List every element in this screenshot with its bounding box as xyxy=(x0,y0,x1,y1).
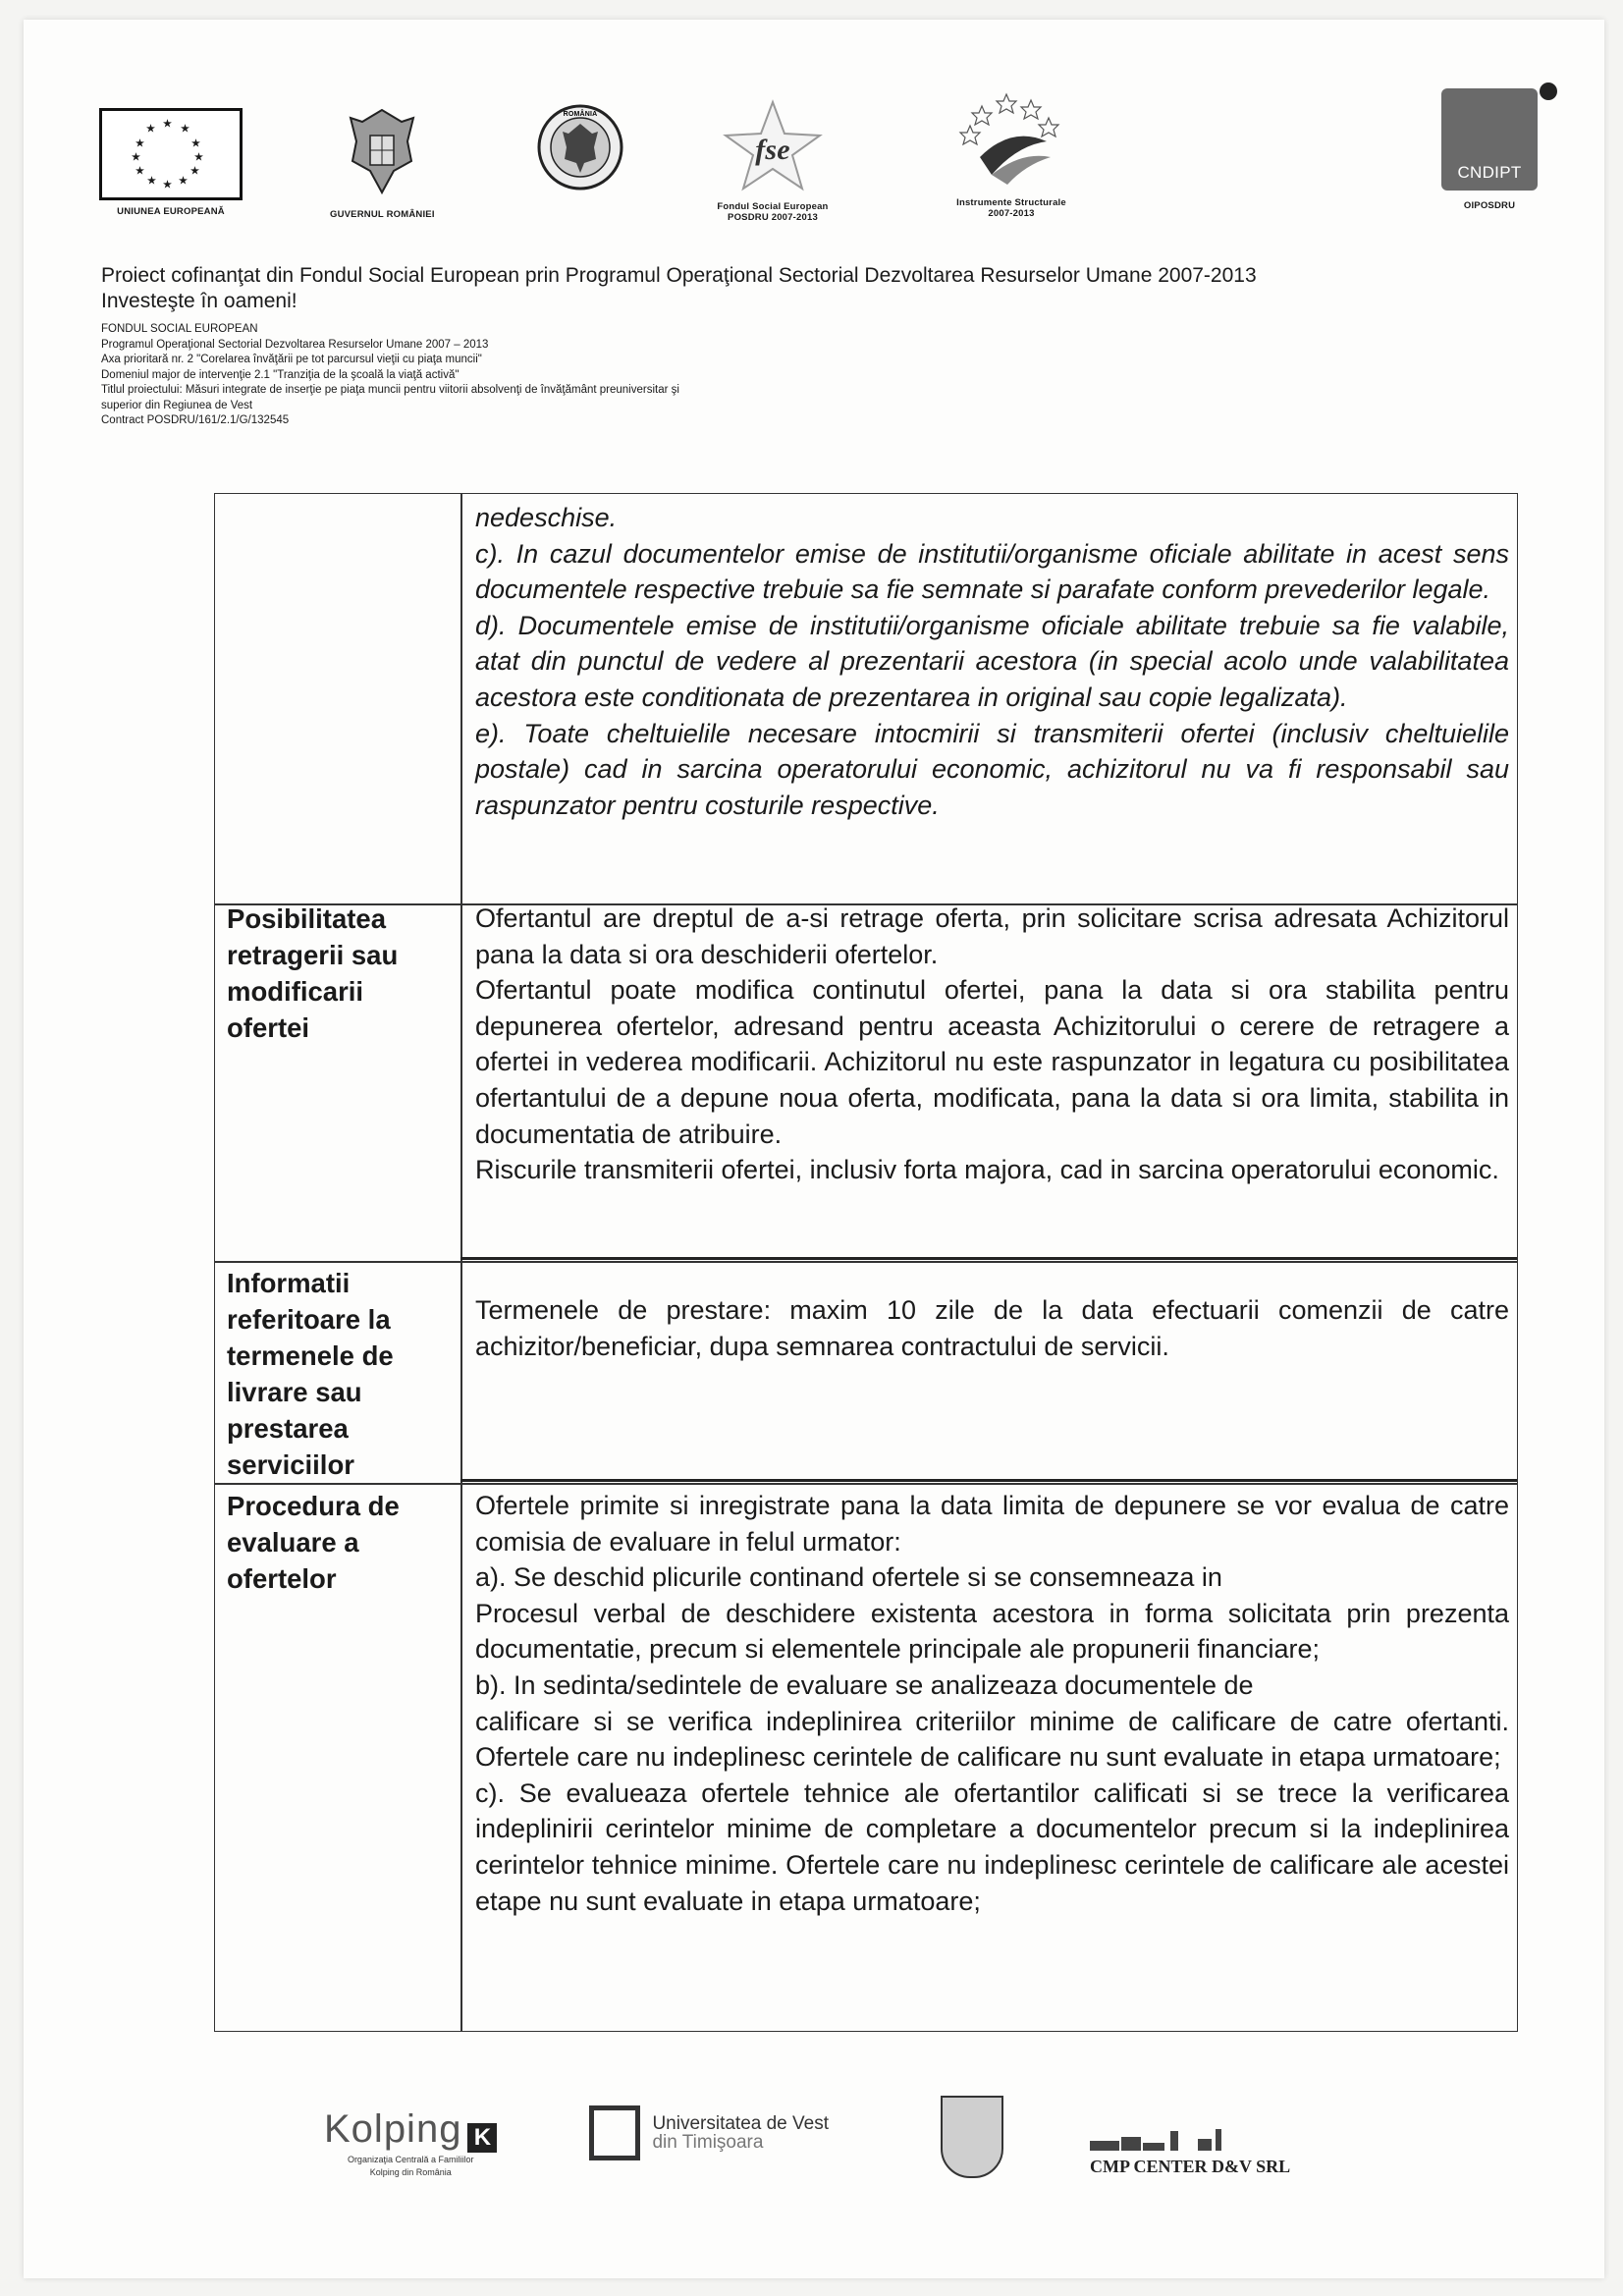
row2-paragraph: Ofertantul poate modifica continutul ofertei, pana la data si ora stabilita pentru depunerea ofertelor, adresand pentru aceasta Achizitorului o cerere de retragere a ofertei in vederea modificarii. Achizitorul nu este raspunzator in legatura cu posibilitatea ofertantului de a depune noua oferta, modificata, pana la data si ora limita, stabilita in documentatia de atribuire. xyxy=(475,975,1509,1149)
project-fund: FONDUL SOCIAL EUROPEAN xyxy=(101,323,258,335)
kolping-name: Kolping xyxy=(324,2107,462,2151)
row2-paragraph: Riscurile transmiterii ofertei, inclusiv forta majora, cad in sarcina operatorului economic. xyxy=(475,1155,1499,1185)
row4-paragraph: calificare si se verifica indeplinirea criteriilor minime de calificare de catre ofertanti. Ofertele care nu indeplinesc cerintele de calificare nu sunt evaluate in etapa urmatoare; xyxy=(475,1706,1509,1773)
eu-flag-icon: ★ ★ ★ ★ ★ ★ ★ ★ ★ ★ ★ ★ xyxy=(99,108,243,200)
cndipt-logo: CNDIPT OIPOSDRU xyxy=(1441,88,1538,211)
row-divider xyxy=(215,1261,1517,1263)
fse-logo: fse Fondul Social European POSDRU 2007-2013 xyxy=(712,98,834,223)
project-slogan: Investeşte în oameni! xyxy=(101,290,298,312)
romania-seal-icon xyxy=(535,102,625,192)
row-divider xyxy=(460,1257,1517,1260)
structural-instruments-logo: Instrumente Structurale 2007-2013 xyxy=(952,86,1070,219)
row-divider xyxy=(215,1483,1517,1485)
header-logos xyxy=(0,0,1623,255)
project-cofinancing-line: Proiect cofinanţat din Fondul Social European prin Programul Operaţional Sectorial Dezvoltarea Resurselor Umane 2007-2013 xyxy=(101,264,1257,287)
row2-content xyxy=(475,901,1509,1188)
row2-label: Posibilitatea retragerii sau modificarii ofertei xyxy=(227,903,399,1043)
row1-item-d: d). Documentele emise de institutii/organisme oficiale abilitate trebuie sa fie valabile, atat din punctul de vedere al prezentarii acestora (in special acolo unde valabilitatea acestora este conditionata de prezentarea in original sau copie legalizata). xyxy=(475,610,1509,712)
row1-line-0: nedeschise. xyxy=(475,503,618,532)
row4-paragraph: Ofertele primite si inregistrate pana la data limita de depunere se vor evalua de catre comisia de evaluare in felul urmator: xyxy=(475,1491,1509,1557)
row4-label: Procedura de evaluare a ofertelor xyxy=(227,1491,400,1594)
row4-paragraph: c). Se evalueaza ofertele tehnice ale ofertantilor calificati si se trece la verificarea indeplinirii cerintelor minime de completare a documentelor precum si la indeplinirea cerintelor tehnice minime. Ofertele care nu indeplinesc cerintele de calificare ale acestei etape nu sunt evaluate in etapa urmatoare; xyxy=(475,1777,1509,1916)
row-divider xyxy=(460,1479,1517,1482)
kolping-logo: Kolping K Organizaţia Centrală a Familiilor Kolping din România xyxy=(324,2107,497,2178)
uvt-city: din Timişoara xyxy=(652,2132,764,2153)
row1-item-c: c). In cazul documentelor emise de institutii/organisme oficiale abilitate in acest sens documentele respective trebuie sa fie semnate si parafate conform prevederilor legale. xyxy=(475,538,1509,605)
kolping-k-icon: K xyxy=(467,2123,497,2153)
cmp-bars-icon xyxy=(1090,2121,1247,2151)
project-axis: Axa prioritară nr. 2 "Corelarea învăţării pe tot parcursul vieţii cu piaţa muncii" xyxy=(101,354,482,365)
romania-seal-logo xyxy=(535,102,625,195)
cndipt-badge-icon: CNDIPT xyxy=(1441,88,1538,191)
cmp-center-logo xyxy=(1090,2121,1290,2177)
project-domain: Domeniul major de intervenţie 2.1 "Tranziţia de la şcoală la viaţă activă" xyxy=(101,368,460,381)
fse-star-icon xyxy=(712,98,834,196)
row4-paragraph: a). Se deschid plicurile continand ofertele si se consemneaza in xyxy=(475,1562,1222,1593)
row2-paragraph: Ofertantul are dreptul de a-si retrage oferta, prin solicitare scrisa adresata Achizitorul pana la data si ora deschiderii ofertelor. xyxy=(475,903,1509,969)
project-contract: Contract POSDRU/161/2.1/G/132545 xyxy=(101,414,290,426)
project-title-line2: superior din Regiunea de Vest xyxy=(101,399,253,411)
row1-item-e: e). Toate cheltuielile necesare intocmirii si transmiterii ofertei (inclusiv cheltuielile postale) cad in sarcina operatorului economic, achizitorul nu va fi responsabil sau raspunzator pentru costurile respective. xyxy=(475,718,1509,820)
eu-logo: ★ ★ ★ ★ ★ ★ ★ ★ ★ ★ ★ ★ UNIUNEA EUROPEANĂ xyxy=(99,108,243,217)
row3-label: Informatii referitoare la termenele de livrare sau prestarea serviciilor xyxy=(227,1268,394,1480)
svg-text:fse: fse xyxy=(755,134,790,166)
seal-text: ROMÂNIA xyxy=(563,111,598,118)
row3-content: Termenele de prestare: maxim 10 zile de la data efectuarii comenzii de catre achizitor/beneficiar, dupa semnarea contractului de servicii. xyxy=(475,1295,1509,1361)
row4-paragraph: b). In sedinta/sedintele de evaluare se analizeaza documentele de xyxy=(475,1669,1254,1700)
project-program: Programul Operaţional Sectorial Dezvoltarea Resurselor Umane 2007 – 2013 xyxy=(101,338,489,351)
structural-instruments-icon xyxy=(952,86,1070,194)
uvt-emblem-icon xyxy=(589,2105,640,2160)
project-info xyxy=(101,263,1525,429)
footer-logos xyxy=(0,2082,1623,2229)
cmp-name: CMP CENTER D&V SRL xyxy=(1090,2157,1291,2176)
column-divider xyxy=(460,494,462,2031)
specifications-table xyxy=(214,493,1518,2032)
uvt-logo xyxy=(589,2105,829,2160)
uvt-name: Universitatea de Vest xyxy=(652,2113,829,2134)
project-title-line1: Titlul proiectului: Măsuri integrate de inserţie pe piaţa muncii pentru viitorii absolvenţi de învăţământ preuniversitar şi xyxy=(101,384,679,396)
government-logo: GUVERNUL ROMÂNIEI xyxy=(330,102,435,220)
row1-content xyxy=(475,500,1509,823)
row4-content xyxy=(475,1488,1509,1919)
municipal-crest-logo xyxy=(941,2096,1003,2178)
crest-icon xyxy=(941,2096,1003,2178)
row4-paragraph: Procesul verbal de deschidere existenta acestora in forma solicitata prin prezenta documentatie, precum si elementele principale ale propunerii financiare; xyxy=(475,1598,1509,1665)
romanian-coat-of-arms-icon xyxy=(343,102,421,200)
